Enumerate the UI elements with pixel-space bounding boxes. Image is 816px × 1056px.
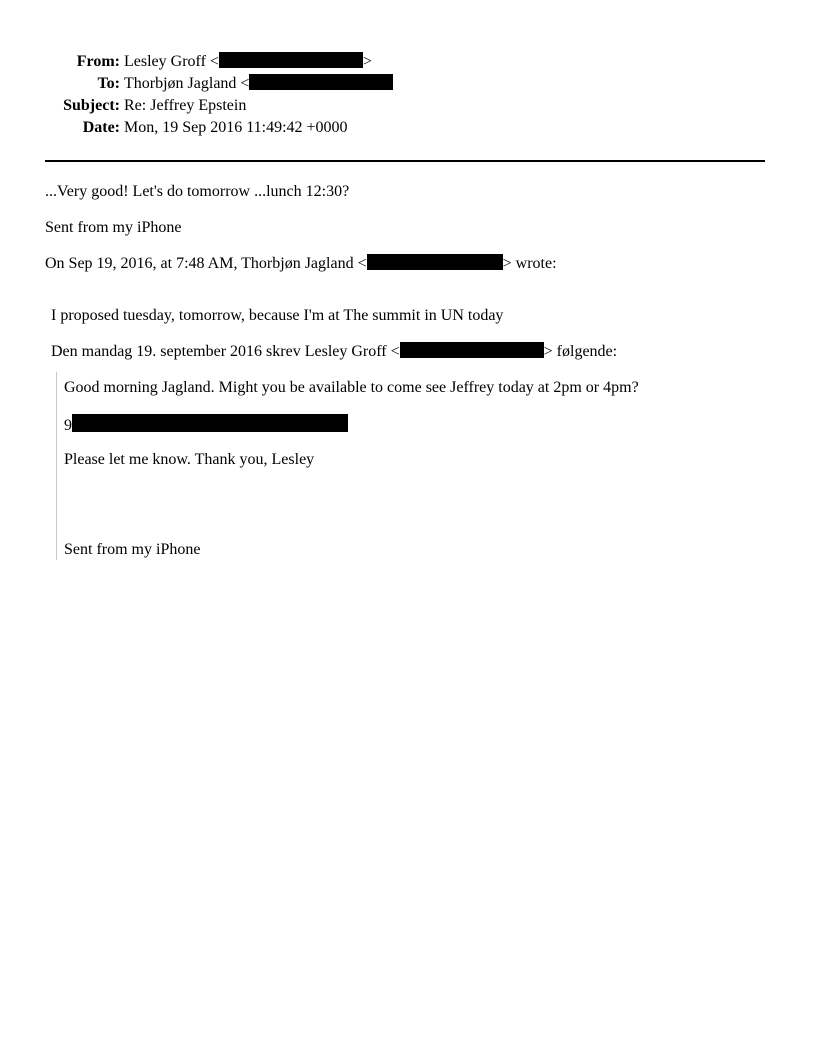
quote-bar [56,372,57,560]
redaction-block [249,74,393,90]
nested-attribution-line [51,342,617,362]
from-label: From: [76,53,120,70]
subject-row [0,96,816,118]
nested-attribution-prefix: Den mandag 19. september 2016 skrev Lesley Groff < [51,343,400,360]
to-name: Thorbjøn Jagland < [124,75,250,92]
from-name: Lesley Groff < [124,53,219,70]
attribution-suffix: > wrote: [502,255,557,272]
reply-text: ...Very good! Let's do tomorrow ...lunch 12:30? [45,183,350,200]
nested-attribution-suffix: > følgende: [543,343,618,360]
redaction-block [72,414,348,432]
nested-closing: Please let me know. Thank you, Lesley [64,451,315,468]
subject-label: Subject: [63,97,120,114]
redaction-block [400,342,544,358]
nested-signature: Sent from my iPhone [64,541,201,558]
redaction-block [367,254,503,270]
to-value [124,74,393,94]
to-row [0,74,816,96]
from-row [0,52,816,74]
nested-phone-line [64,414,348,436]
date-label: Date: [82,119,120,136]
from-value [124,52,372,72]
nested-greeting: Good morning Jagland. Might you be available to come see Jeffrey today at 2pm or 4pm? [64,379,639,396]
attribution-prefix: On Sep 19, 2016, at 7:48 AM, Thorbjøn Jagland < [45,255,367,272]
header-divider [45,160,765,162]
nested-phone-prefix: 9 [64,417,72,434]
date-row [0,118,816,140]
to-label: To: [97,75,120,92]
subject-value: Re: Jeffrey Epstein [124,97,247,114]
redaction-block [219,52,363,68]
quoted-reply: I proposed tuesday, tomorrow, because I'm at The summit in UN today [51,307,504,324]
date-value: Mon, 19 Sep 2016 11:49:42 +0000 [124,119,348,136]
attribution-line [45,254,557,274]
signature-line: Sent from my iPhone [45,219,182,236]
from-close: > [362,53,372,70]
email-header [0,52,816,140]
